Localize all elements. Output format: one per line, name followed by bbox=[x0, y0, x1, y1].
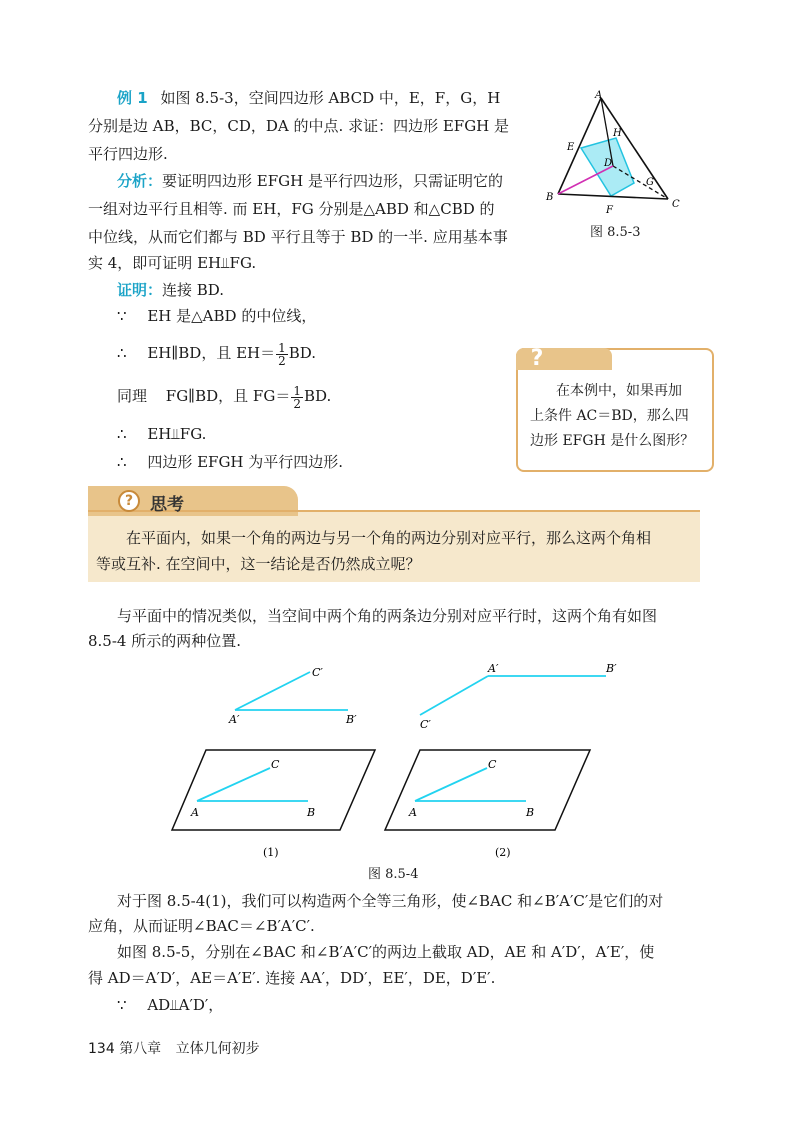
analysis-line-4: 实 4，即可证明 EH⫫FG. bbox=[88, 254, 257, 272]
proof-since-1-text: EH 是△ABD 的中位线， bbox=[147, 307, 317, 325]
analysis-line-2: 一组对边平行且相等. 而 EH，FG 分别是△ABD 和△CBD 的 bbox=[88, 200, 495, 218]
fig1-label-A1: A′ bbox=[229, 713, 240, 726]
label-C: C bbox=[672, 199, 680, 210]
proof-thus-3-text: 四边形 EFGH 为平行四边形. bbox=[147, 453, 344, 471]
label-F: F bbox=[606, 205, 613, 216]
thinking-line-1: 在平面内，如果一个角的两边与另一个角的两边分别对应平行，那么这两个角相 bbox=[126, 529, 652, 547]
proof-line-intro bbox=[117, 279, 224, 301]
fig-sub-1: (1) bbox=[263, 846, 279, 859]
question-line-1: 在本例中，如果再加 bbox=[556, 383, 682, 399]
label-H: H bbox=[613, 128, 622, 139]
example-line-2: 分别是边 AB，BC，CD，DA 的中点. 求证：四边形 EFGH 是 bbox=[88, 117, 510, 135]
therefore-symbol-2: ∴ bbox=[117, 425, 127, 443]
label-E: E bbox=[567, 142, 575, 153]
therefore-symbol-3: ∴ bbox=[117, 453, 127, 471]
question-icon-thinking: ? bbox=[118, 490, 140, 512]
proof-similar-pre: FG∥BD，且 FG＝ bbox=[165, 387, 291, 405]
fig2-label-B1: B′ bbox=[606, 662, 617, 675]
fraction-half: $\frac{1}{2}$ bbox=[278, 340, 286, 368]
label-B: B bbox=[546, 192, 554, 203]
para3-since-text: AD⫫A′D′， bbox=[147, 996, 224, 1014]
label-A: A bbox=[595, 90, 603, 101]
similar-label: 同理 bbox=[117, 387, 148, 405]
edge-a1c1-2 bbox=[420, 676, 488, 715]
because-symbol: ∵ bbox=[117, 307, 127, 325]
proof-thus-3 bbox=[117, 451, 343, 473]
label-D: D bbox=[604, 158, 613, 169]
proof-thus-2 bbox=[117, 423, 206, 445]
para3-line-2: 得 AD＝A′D′，AE＝A′E′. 连接 AA′，DD′，EE′，DE，D′E′. bbox=[88, 969, 496, 987]
fig1-label-B1: B′ bbox=[346, 713, 357, 726]
proof-thus-2-text: EH⫫FG. bbox=[147, 425, 207, 443]
edge-a1c1 bbox=[235, 672, 310, 710]
edge-ac-1 bbox=[197, 768, 270, 801]
analysis-line-1 bbox=[117, 170, 503, 192]
thinking-line-2: 等或互补. 在空间中，这一结论是否仍然成立呢？ bbox=[96, 555, 421, 573]
label-G: G bbox=[646, 177, 654, 188]
para3-line-1: 如图 8.5-5，分别在∠BAC 和∠B′A′C′的两边上截取 AD，AE 和 A′D′，A′E′，使 bbox=[117, 943, 655, 961]
fig-sub-2: (2) bbox=[495, 846, 511, 859]
fig2-label-A1: A′ bbox=[488, 662, 499, 675]
fraction-half-2: $\frac{1}{2}$ bbox=[293, 383, 301, 411]
figure-8-5-3-caption: 图 8.5-3 bbox=[590, 225, 641, 240]
fig1-label-A: A bbox=[191, 806, 199, 819]
fig2-label-B: B bbox=[526, 806, 535, 819]
because-symbol-2: ∵ bbox=[117, 996, 127, 1014]
figure-8-5-4-caption: 图 8.5-4 bbox=[368, 867, 419, 882]
proof-similar-post: BD. bbox=[303, 387, 332, 405]
proof-thus-1 bbox=[117, 338, 316, 368]
para3-since bbox=[117, 994, 223, 1016]
example-label: 例 1 bbox=[117, 89, 148, 107]
fig2-label-A: A bbox=[409, 806, 417, 819]
question-line-2: 上条件 AC＝BD，那么四 bbox=[530, 408, 689, 424]
proof-similar bbox=[117, 381, 331, 411]
chapter-title: 立体几何初步 bbox=[175, 1041, 260, 1057]
para2-line-1: 对于图 8.5-4(1)，我们可以构造两个全等三角形，使∠BAC 和∠B′A′C′是它们的对 bbox=[117, 892, 664, 910]
example-line-1 bbox=[117, 87, 500, 109]
fig2-label-C: C bbox=[488, 758, 497, 771]
page-footer bbox=[88, 1038, 260, 1058]
edge-ac-2 bbox=[415, 768, 487, 801]
fig1-label-B: B bbox=[307, 806, 316, 819]
example-line-3: 平行四边形. bbox=[88, 145, 168, 163]
chapter-label: 第八章 bbox=[119, 1041, 162, 1057]
question-line-3: 边形 EFGH 是什么图形？ bbox=[530, 433, 695, 449]
therefore-symbol: ∴ bbox=[117, 344, 127, 362]
fig2-label-C1: C′ bbox=[420, 718, 431, 731]
analysis-label: 分析： bbox=[117, 172, 163, 190]
thinking-title: 思考 bbox=[150, 495, 184, 515]
proof-thus-1-post: BD. bbox=[288, 344, 317, 362]
figure-8-5-4 bbox=[170, 660, 620, 870]
para2-line-2: 应角，从而证明∠BAC＝∠B′A′C′. bbox=[88, 917, 315, 935]
question-icon: ? bbox=[530, 346, 544, 371]
para1-line-2: 8.5-4 所示的两种位置. bbox=[88, 632, 242, 650]
proof-intro: 连接 BD. bbox=[162, 281, 225, 299]
analysis-line-3: 中位线，从而它们都与 BD 平行且等于 BD 的一半. 应用基本事 bbox=[88, 228, 508, 246]
example-text-1: 如图 8.5-3，空间四边形 ABCD 中，E，F，G，H bbox=[160, 89, 501, 107]
proof-label: 证明： bbox=[117, 281, 163, 299]
proof-thus-1-pre: EH∥BD，且 EH＝ bbox=[147, 344, 276, 362]
proof-since-1 bbox=[117, 305, 316, 327]
fig1-label-C: C bbox=[271, 758, 280, 771]
para1-line-1: 与平面中的情况类似，当空间中两个角的两条边分别对应平行时，这两个角有如图 bbox=[117, 607, 658, 625]
figure-8-5-3 bbox=[540, 86, 690, 216]
page-number: 134 bbox=[88, 1041, 115, 1057]
fig1-label-C1: C′ bbox=[312, 666, 323, 679]
analysis-text-1: 要证明四边形 EFGH 是平行四边形，只需证明它的 bbox=[162, 172, 503, 190]
